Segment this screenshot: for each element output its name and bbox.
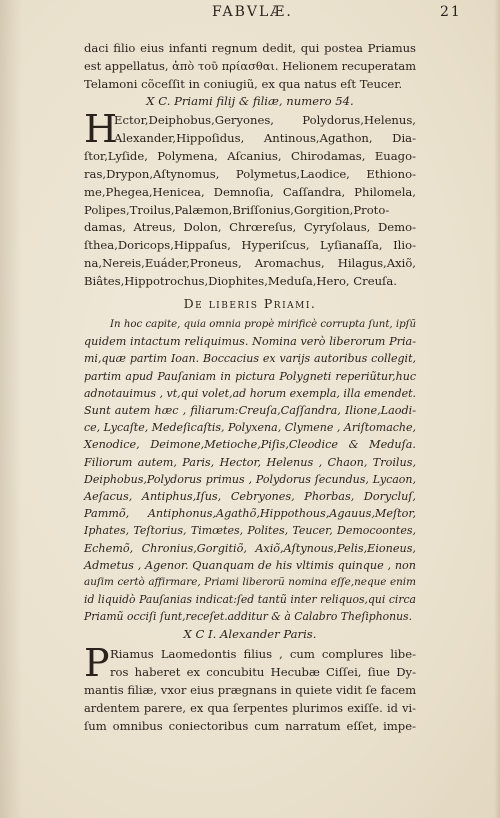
text-line: mi,quæ partim Ioan. Boccacius ex varijs autoribus collegit,	[84, 352, 416, 366]
text-line: Admetus , Agenor. Quanquam de his vltimis quinque , non	[84, 558, 416, 572]
text-line: Aeſacus, Antiphus,Iſus, Cebryones, Phorbas, Dorycluſ,	[84, 490, 416, 504]
rubric-heading: De liberis Priami.	[183, 296, 317, 311]
paragraph-alexander-paris	[84, 641, 417, 736]
text-line: Priamũ occiſi ſunt,receſet.additur & à Calabro Theſiphonus.	[84, 610, 413, 624]
text-line: Xenodice, Deimone,Metioche,Piſis,Cleodice & Meduſa.	[84, 438, 416, 452]
text-line: partim apud Pauſaniam in pictura Polygneti reperiũtur,huc	[84, 369, 416, 383]
text-line: Alexander,Hippoſidus, Antinous,Agathon, Dia-	[114, 130, 416, 145]
drop-cap-p: P	[84, 641, 110, 685]
text-line: mantis filiæ, vxor eius prægnans in quiete vidit ſe facem	[84, 682, 417, 697]
text-line: auſim certò affirmare, Priami liberorũ nomina eſſe,neque enim	[84, 576, 416, 589]
text-line: ras,Drypon,Aſtynomus, Polymetus,Laodice, Ethiono-	[84, 166, 416, 181]
paragraph-continuation	[84, 40, 416, 94]
text-line: Biâtes,Hippotrochus,Diophites,Meduſa,Hero, Creuſa.	[84, 274, 397, 289]
text-line: me,Phegea,Henicea, Demnoſia, Caſſandra, Philomela,	[84, 184, 416, 199]
page-number: 21	[440, 4, 462, 20]
text-line: Polipes,Troilus,Palæmon,Briſſonius,Gorgition,Proto-	[84, 202, 390, 217]
text-line: ce, Lycaſte, Medeſicaſtis, Polyxena, Clymene , Ariſtomache,	[84, 421, 416, 435]
running-title: FABVLÆ.	[212, 4, 293, 20]
text-line: Iphates, Teſtorius, Timœtes, Polites, Teucer, Democoontes,	[84, 524, 416, 538]
text-line: Deiphobus,Polydorus primus , Polydorus ſecundus, Lycaon,	[84, 472, 416, 486]
drop-cap-h: H	[84, 107, 118, 151]
commentary	[84, 316, 416, 626]
text-line: ros haberet ex concubitu Hecubæ Ciſſei, ſiue Dy-	[110, 664, 416, 679]
page-edge	[494, 0, 500, 818]
text-line: Filiorum autem, Paris, Hector, Helenus , Chaon, Troilus,	[84, 455, 416, 469]
text-line: ardentem parere, ex qua ſerpentes plurimos exiſſe. id vi-	[84, 700, 416, 715]
text-line: Sunt autem hæc , filiarum:Creuſa,Caſſandra, Ilione,Laodi-	[84, 404, 416, 418]
text-line: daci filio eius infanti regnum dedit, qui postea Priamus	[84, 41, 416, 55]
text-line: na,Nereis,Euáder,Proneus, Aromachus, Hilagus,Axiõ,	[84, 256, 416, 271]
text-line: ſum omnibus coniectoribus cum narratum eſſet, impe-	[84, 718, 416, 733]
text-line: est appellatus, ἀπὸ τοῦ πρίασθαι. Helionem recuperatam	[84, 58, 416, 73]
text-line: Echemõ, Chronius,Gorgitiõ, Axiõ,Aſtynous,Pelis,Eioneus,	[84, 541, 416, 555]
text-line: Ector,Deiphobus,Geryones, Polydorus,Helenus,	[114, 113, 416, 127]
text-line: ſthea,Doricops,Hippaſus, Hyperiſcus, Lyſianaſſa, Ilio-	[84, 238, 416, 253]
text-line: Telamoni cõceſſit in coniugiũ, ex qua natus eſt Teucer.	[84, 76, 403, 91]
text-line: id liquidò Pauſanias indicat:ſed tantũ inter reliquos,qui circa	[84, 593, 416, 607]
text-line: ſtor,Lyſide, Polymena, Aſcanius, Chirodamas, Euago-	[84, 148, 416, 163]
spine-shadow	[0, 0, 22, 818]
text-line: adnotauimus , vt,qui volet,ad horum exempla, illa emendet.	[84, 386, 417, 400]
list-of-children	[84, 107, 416, 291]
text-line: In hoc capite, quia omnia propè mirificè corrupta ſunt, ipſũ	[110, 319, 416, 330]
section-heading-90: X C. Priami filij & filiæ, numero 54.	[146, 94, 354, 108]
text-line: damas, Atreus, Dolon, Chrœreſus, Cyryſolaus, Demo-	[84, 220, 416, 235]
running-header	[0, 2, 500, 24]
text-line: quidem intactum reliquimus. Nomina verò liberorum Pria-	[84, 335, 416, 349]
text-line: Riamus Laomedontis filius , cum complures libe-	[110, 647, 416, 661]
text-line: Pammõ, Antiphonus,Agathõ,Hippothous,Agauus,Meſtor,	[84, 507, 416, 521]
section-heading-91: X C I. Alexander Paris.	[183, 627, 317, 641]
